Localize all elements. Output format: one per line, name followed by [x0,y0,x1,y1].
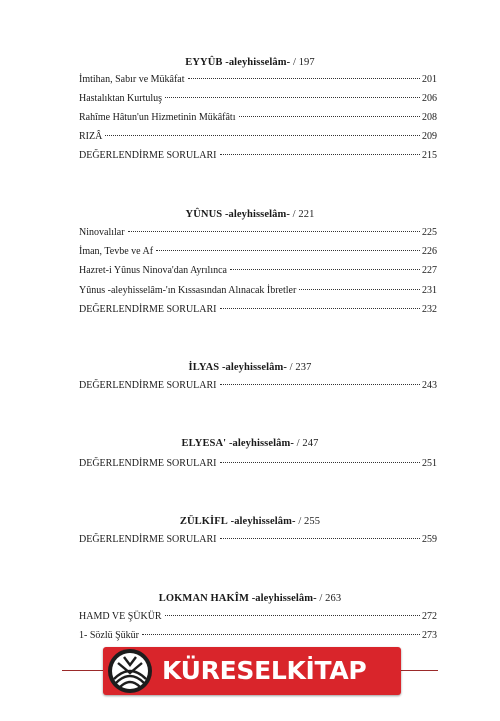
dot-leader [105,135,420,136]
honorific: -aleyhisselâm- [225,57,291,68]
toc-entry[interactable] [79,149,437,163]
prophet-name: LOKMAN HAKÎM [158,593,249,604]
watermark-text: KÜRESELKİTAP [162,656,367,685]
dot-leader [220,462,421,463]
honorific: -aleyhisselâm- [230,516,296,527]
prophet-name: İLYAS [188,362,220,373]
toc-section-zulkifl [0,515,500,529]
entry-page: 227 [422,265,437,276]
entry-page: 251 [422,458,437,469]
dot-leader [142,634,420,635]
entry-title: Ninovalılar [79,227,125,238]
dot-leader [128,231,420,232]
toc-section-elyesa [0,437,500,451]
dot-leader [230,269,420,270]
toc-entry[interactable] [79,379,437,393]
entry-page: 226 [422,246,437,257]
dot-leader [188,78,420,79]
prophet-name: EYYÛB [185,57,223,68]
section-page: / 247 [296,438,319,449]
entry-title: DEĞERLENDİRME SORULARI [79,534,217,545]
entry-title: DEĞERLENDİRME SORULARI [79,304,217,315]
entry-page: 225 [422,227,437,238]
toc-entry[interactable] [79,629,437,643]
entry-page: 201 [422,74,437,85]
entry-title: İman, Tevbe ve Af [79,246,154,257]
entry-title: RIZÂ [79,131,103,142]
toc-entry[interactable] [79,264,437,278]
entry-title: Hazret-i Yûnus Ninova'dan Ayrılınca [79,265,227,276]
entry-title: 1- Sözlü Şükür [79,630,139,641]
toc-entry[interactable] [79,226,437,240]
entry-title: Rahîme Hâtun'un Hizmetinin Mükâfâtı [79,112,236,123]
toc-entry[interactable] [79,111,437,125]
toc-entry[interactable] [79,303,437,317]
dot-leader [299,289,420,290]
toc-section-yunus [0,208,500,222]
toc-section-lokman [0,592,500,606]
toc-entry[interactable] [79,92,437,106]
toc-section-ilyas [0,361,500,375]
dot-leader [220,154,421,155]
dot-leader [165,97,420,98]
entry-title: DEĞERLENDİRME SORULARI [79,150,217,161]
dot-leader [220,384,421,385]
toc-entry[interactable] [79,73,437,87]
entry-title: DEĞERLENDİRME SORULARI [79,380,217,391]
prophet-name: YÛNUS [185,209,223,220]
toc-entry[interactable] [79,130,437,144]
entry-page: 272 [422,611,437,622]
toc-section-eyyub [0,56,500,70]
entry-title: Hastalıktan Kurtuluş [79,93,163,104]
section-heading [0,208,500,222]
toc-entry[interactable] [79,284,437,298]
entry-page: 209 [422,131,437,142]
section-page: / 197 [292,57,315,68]
entry-page: 273 [422,630,437,641]
toc-entry[interactable] [79,610,437,624]
section-heading [0,361,500,375]
section-page: / 237 [289,362,312,373]
honorific: -aleyhisselâm- [228,438,294,449]
toc-entry[interactable] [79,245,437,259]
section-heading [0,592,500,606]
honorific: -aleyhisselâm- [251,593,317,604]
entry-page: 243 [422,380,437,391]
globe-logo-icon-svg [108,649,152,693]
globe-logo-icon [108,649,152,693]
toc-entry[interactable] [79,457,437,471]
dot-leader [165,615,420,616]
section-page: / 255 [298,516,321,527]
entry-page: 231 [422,285,437,296]
section-heading [0,515,500,529]
entry-title: DEĞERLENDİRME SORULARI [79,458,217,469]
honorific: -aleyhisselâm- [224,209,290,220]
section-heading [0,437,500,451]
toc-entry[interactable] [79,533,437,547]
entry-title: İmtihan, Sabır ve Mükâfat [79,74,185,85]
dot-leader [156,250,420,251]
entry-page: 232 [422,304,437,315]
section-page: / 263 [319,593,342,604]
dot-leader [220,538,421,539]
prophet-name: ZÜLKİFL [179,516,228,527]
entry-title: HAMD VE ŞÜKÜR [79,611,162,622]
dot-leader [220,308,421,309]
section-heading [0,56,500,70]
entry-page: 208 [422,112,437,123]
prophet-name: ELYESA' [181,438,227,449]
entry-page: 215 [422,150,437,161]
entry-page: 259 [422,534,437,545]
section-page: / 221 [292,209,315,220]
honorific: -aleyhisselâm- [221,362,287,373]
dot-leader [239,116,421,117]
entry-page: 206 [422,93,437,104]
entry-title: Yûnus -aleyhisselâm-'ın Kıssasından Alınacak İbretler [79,285,297,296]
